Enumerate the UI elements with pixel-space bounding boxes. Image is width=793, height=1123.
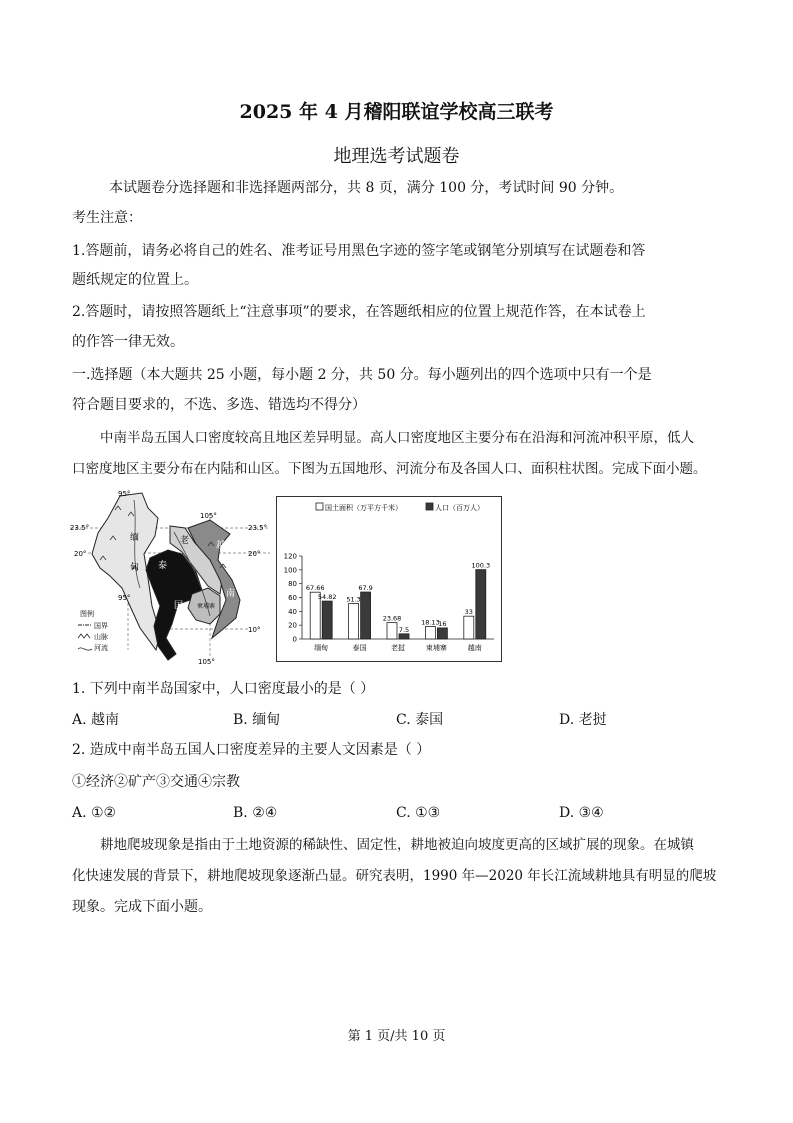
bar-value-label: 33 (464, 608, 473, 617)
label-jianpuzhai: 柬埔寨 (197, 603, 216, 610)
q1-option-c[interactable]: C. 泰国 (396, 712, 444, 728)
q1-option-b[interactable]: B. 缅甸 (233, 712, 281, 728)
legend-area-label: 国土面积（万平方千米） (325, 504, 402, 512)
label-yue: 越 (216, 541, 226, 551)
lon-105-top: 105° (200, 512, 217, 520)
q1-stem: 1. 下列中南半岛国家中，人口密度最小的是（ ） (72, 681, 375, 697)
page-footer: 第 1 页/共 10 页 (347, 1029, 446, 1044)
lon-95-bottom: 95° (118, 594, 131, 602)
y-tick-label: 100 (283, 566, 297, 575)
bar-population-1 (361, 592, 371, 639)
label-guo: 国 (174, 601, 184, 611)
legend-river: 河流 (94, 644, 108, 652)
label-dian: 甸 (130, 563, 140, 573)
q2-option-c[interactable]: C. ①③ (396, 805, 441, 821)
y-tick-label: 20 (288, 621, 297, 630)
section1-line2: 符合题目要求的，不选、多选、错选均不得分） (72, 397, 366, 413)
bar-value-label: 67.9 (358, 584, 373, 593)
passage1-line2: 口密度地区主要分布在内陆和山区。下图为五国地形、河流分布及各国人口、面积柱状图。完成下面小题。 (72, 461, 707, 477)
q1-option-d[interactable]: D. 老挝 (559, 712, 607, 728)
q2-option-b[interactable]: B. ②④ (233, 805, 278, 821)
bar-value-label: 18.13 (421, 618, 440, 627)
population-area-chart (276, 496, 502, 662)
section1-line1: 一.选择题（本大题共 25 小题，每小题 2 分，共 50 分。每小题列出的四个选项中只有一个是 (72, 367, 652, 383)
category-label: 越南 (467, 644, 482, 652)
bar-value-label: 67.66 (305, 584, 325, 593)
lat-20-right: 20° (248, 550, 261, 558)
passage1-line1: 中南半岛五国人口密度较高且地区差异明显。高人口密度地区主要分布在沿海和河流冲积平原，低人 (100, 430, 694, 446)
exam-subtitle: 地理选考试题卷 (333, 146, 460, 167)
passage2-line1: 耕地爬坡现象是指由于土地资源的稀缺性、固定性，耕地被迫向坡度更高的区域扩展的现象。在城镇 (100, 837, 694, 853)
lon-105-bottom: 105° (198, 658, 215, 666)
q2-stem: 2. 造成中南半岛五国人口密度差异的主要人文因素是（ ） (72, 742, 431, 758)
lat-235-left: 23.5° (70, 524, 90, 532)
bar-population-4 (476, 570, 486, 639)
exam-title: 2025 年 4 月稽阳联谊学校高三联考 (239, 101, 554, 123)
bar-value-label: 7.5 (398, 625, 410, 634)
lat-235-right: 23.5° (248, 524, 268, 532)
note1-line2: 题纸规定的位置上。 (72, 272, 198, 288)
bar-area-4 (464, 616, 474, 639)
lat-10-right: 10° (248, 626, 261, 634)
bar-area-1 (349, 604, 359, 639)
bar-area-3 (425, 626, 435, 639)
note2-line2: 的作答一律无效。 (72, 334, 184, 350)
bar-value-label: 54.82 (317, 593, 337, 602)
label-mian: 缅 (130, 533, 140, 543)
note1-line1: 1.答题前，请务必将自己的姓名、准考证号用黑色字迹的签字笔或钢笔分别填写在试题卷和答 (72, 243, 646, 259)
category-label: 缅甸 (314, 644, 329, 652)
chart-legend (316, 503, 484, 512)
label-tai: 泰 (158, 561, 168, 571)
bar-population-2 (399, 634, 409, 639)
legend-population-swatch (426, 503, 433, 510)
bar-area-2 (387, 623, 397, 639)
lon-95-top: 95° (118, 490, 131, 498)
bar-value-label: 100.3 (471, 561, 491, 570)
lat-20-left: 20° (74, 550, 87, 558)
note2-line1: 2.答题时，请按照答题纸上“注意事项”的要求，在答题纸相应的位置上规范作答，在本试卷上 (72, 304, 646, 320)
y-tick-label: 40 (288, 607, 297, 616)
passage2-line2: 化快速发展的背景下，耕地爬坡现象逐渐凸显。研究表明，1990 年—2020 年长江流域耕地具有明显的爬坡 (72, 868, 717, 884)
notice-heading: 考生注意： (72, 210, 142, 226)
category-label: 柬埔寨 (425, 644, 447, 652)
legend-population-label: 人口（百万人） (435, 504, 484, 512)
bar-value-label: 16 (438, 619, 447, 628)
terrain-map (70, 488, 270, 668)
legend-river-symbol (78, 648, 92, 650)
y-tick-label: 0 (292, 635, 297, 644)
label-nan: 南 (226, 589, 236, 599)
intro-summary: 本试题卷分选择题和非选择题两部分，共 8 页，满分 100 分，考试时间 90 分钟。 (109, 180, 624, 196)
label-lao: 老 (180, 536, 190, 546)
q2-option-a[interactable]: A. ①② (72, 805, 117, 821)
q2-option-d[interactable]: D. ③④ (559, 805, 604, 821)
bar-value-label: 51.3 (346, 595, 361, 604)
category-label: 泰国 (352, 644, 367, 652)
legend-mountain-symbol (78, 634, 90, 638)
bar-population-0 (322, 601, 332, 639)
bar-value-label: 23.68 (382, 614, 402, 623)
y-tick-label: 60 (288, 594, 297, 602)
q1-option-a[interactable]: A. 越南 (72, 712, 120, 728)
y-tick-label: 120 (283, 552, 297, 561)
category-label: 老挝 (391, 644, 405, 652)
legend-border: 国界 (94, 622, 108, 630)
y-tick-label: 80 (288, 580, 297, 589)
legend-area-swatch (316, 503, 323, 510)
legend-mountain: 山脉 (94, 633, 108, 641)
passage2-line3: 现象。完成下面小题。 (72, 899, 212, 915)
q2-items: ①经济②矿产③交通④宗教 (72, 774, 240, 790)
bar-population-3 (437, 628, 447, 639)
legend-title: 图例 (80, 610, 94, 618)
